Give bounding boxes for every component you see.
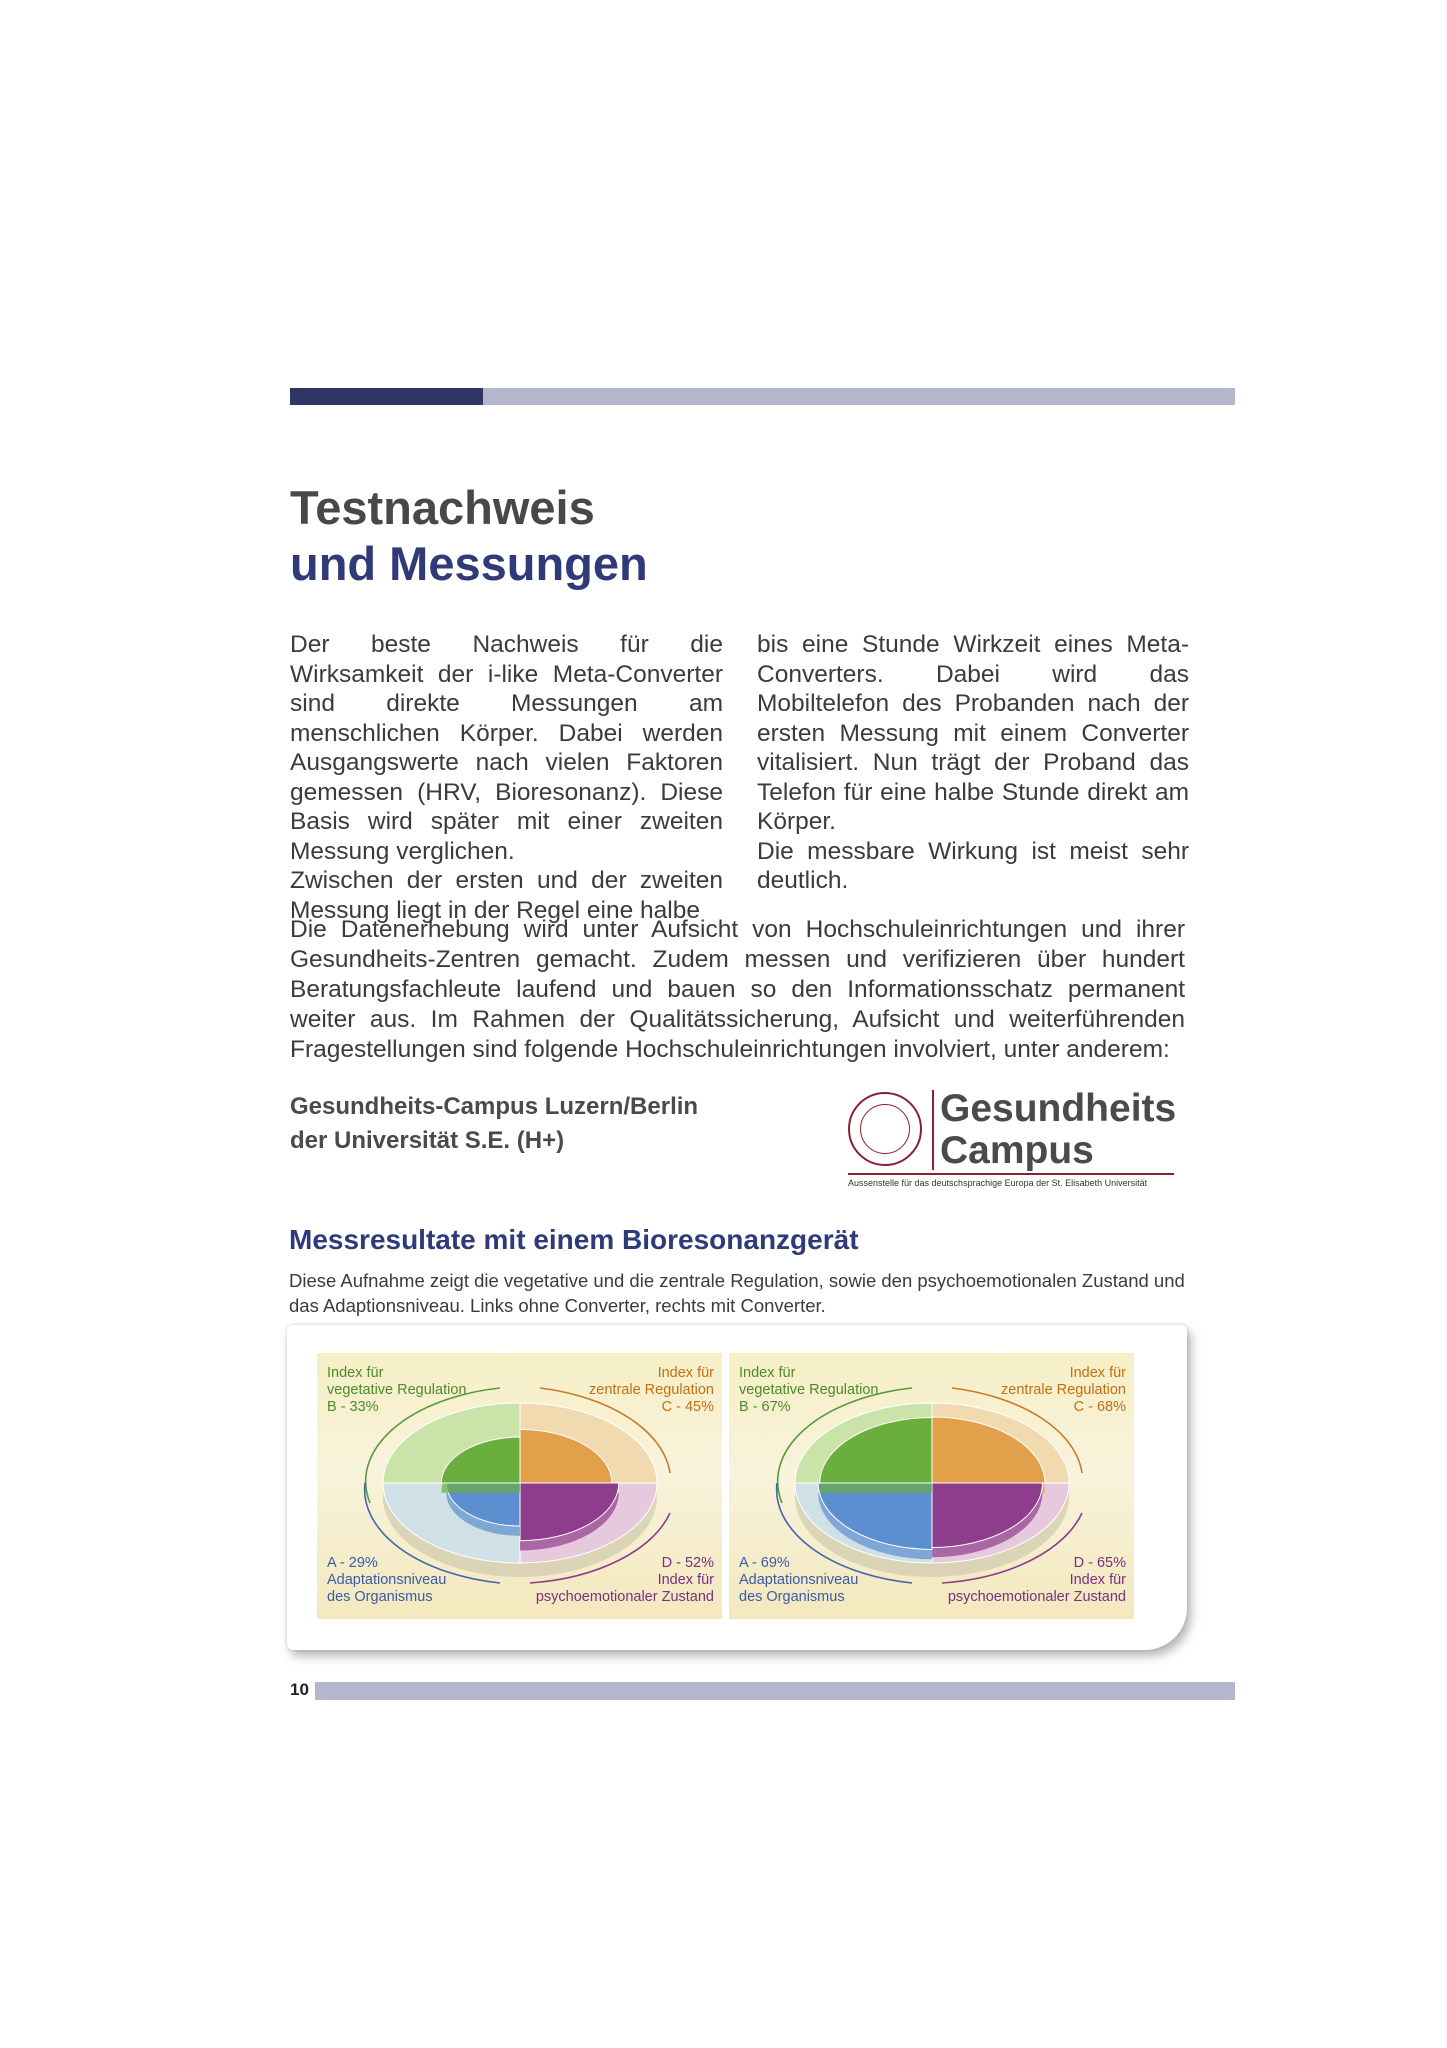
section-heading: Messresultate mit einem Bioresonanzgerät (289, 1224, 859, 1255)
label-value: C - 68% (1073, 1399, 1126, 1415)
chart-without-converter (317, 1353, 722, 1619)
chart-with-converter (729, 1353, 1134, 1619)
label-line: psychoemotionaler Zustand (947, 1589, 1126, 1605)
text-column-left (290, 630, 723, 925)
label-value: B - 33% (327, 1399, 379, 1415)
label-central-regulation (589, 1365, 714, 1416)
seal-inner-ring (860, 1104, 910, 1154)
logo-wordmark-line-2: Campus (940, 1129, 1094, 1172)
label-value: D - 65% (1073, 1555, 1126, 1571)
top-bar-accent (290, 388, 483, 405)
label-line: des Organismus (739, 1589, 845, 1605)
logo-underline (848, 1173, 1174, 1175)
page-title-line-2: und Messungen (290, 537, 648, 590)
body-paragraph: Die Datenerhebung wird unter Aufsicht von Hochschuleinrichtungen und ihrer Gesundheits-Zentren gemacht. Zudem messen und verifizieren über hundert Beratungsfachleute laufend und bauen so den Informationsschatz permanent weiter aus. Im Rahmen der Qualitätssicherung, Aufsicht und weiterführenden Fragestellungen sind folgende Hochschuleinrichtungen involviert, unter anderem: (290, 916, 1185, 1063)
label-adaptation-level (327, 1555, 446, 1606)
institution-university: der Universität S.E. (H+) (290, 1127, 565, 1154)
label-line: zentrale Regulation (1001, 1382, 1126, 1398)
label-line: vegetative Regulation (327, 1382, 467, 1398)
label-line: psychoemotionaler Zustand (535, 1589, 714, 1605)
bottom-decorative-bar (315, 1682, 1235, 1700)
label-line: vegetative Regulation (739, 1382, 879, 1398)
label-adaptation-level (739, 1555, 858, 1606)
label-vegetative-regulation (327, 1365, 466, 1416)
label-value: A - 29% (327, 1555, 378, 1571)
column-right-paragraph-1: bis eine Stunde Wirkzeit eines Meta-Converters. Dabei wird das Mobiltelefon des Probanden nach der ersten Messung mit einem Converter vitalisiert. Nun trägt der Proband das Telefon für eine halbe Stunde direkt am Körper. (757, 631, 1189, 835)
logo-tagline: Aussenstelle für das deutschsprachige Europa der St. Elisabeth Universität (848, 1178, 1148, 1188)
label-line: Index für (327, 1365, 384, 1381)
label-line: Index für (1069, 1365, 1126, 1381)
label-line: des Organismus (327, 1589, 433, 1605)
logo-wordmark-line-1: Gesundheits (940, 1087, 1177, 1130)
label-line: Index für (739, 1365, 796, 1381)
label-line: Adaptationsniveau (739, 1572, 859, 1588)
section-description: Diese Aufnahme zeigt die vegetative und die zentrale Regulation, sowie den psychoemotionalen Zustand und das Adaptionsniveau. Links ohne Converter, rechts mit Converter. (289, 1270, 1185, 1316)
logo-divider (932, 1090, 934, 1170)
label-value: B - 67% (739, 1399, 791, 1415)
column-left-paragraph-2: Zwischen der ersten und der zweiten Messung liegt in der Regel eine halbe (290, 867, 723, 924)
text-column-right (757, 630, 1189, 896)
label-value: A - 69% (739, 1555, 790, 1571)
label-central-regulation (1001, 1365, 1126, 1416)
label-psychoemotional-state (536, 1555, 714, 1606)
label-psychoemotional-state (948, 1555, 1126, 1606)
label-line: zentrale Regulation (589, 1382, 714, 1398)
label-line: Index für (657, 1365, 714, 1381)
page-title-line-1: Testnachweis (290, 481, 595, 534)
label-line: Index für (657, 1572, 714, 1588)
label-value: D - 52% (661, 1555, 714, 1571)
label-line: Index für (1069, 1572, 1126, 1588)
label-vegetative-regulation (739, 1365, 878, 1416)
column-right-paragraph-2: Die messbare Wirkung ist meist sehr deutlich. (757, 837, 1189, 894)
page-number: 10 (290, 1680, 309, 1699)
column-left-paragraph-1: Der beste Nachweis für die Wirksamkeit der i-like Meta-Converter sind direkte Messungen am menschlichen Körper. Dabei werden Ausgangswerte nach vielen Faktoren gemessen (HRV, Bioresonanz). Diese Basis wird später mit einer zweiten Messung verglichen. (290, 631, 723, 865)
label-line: Adaptationsniveau (327, 1572, 447, 1588)
label-value: C - 45% (661, 1399, 714, 1415)
institution-name: Gesundheits-Campus Luzern/Berlin (290, 1093, 699, 1120)
